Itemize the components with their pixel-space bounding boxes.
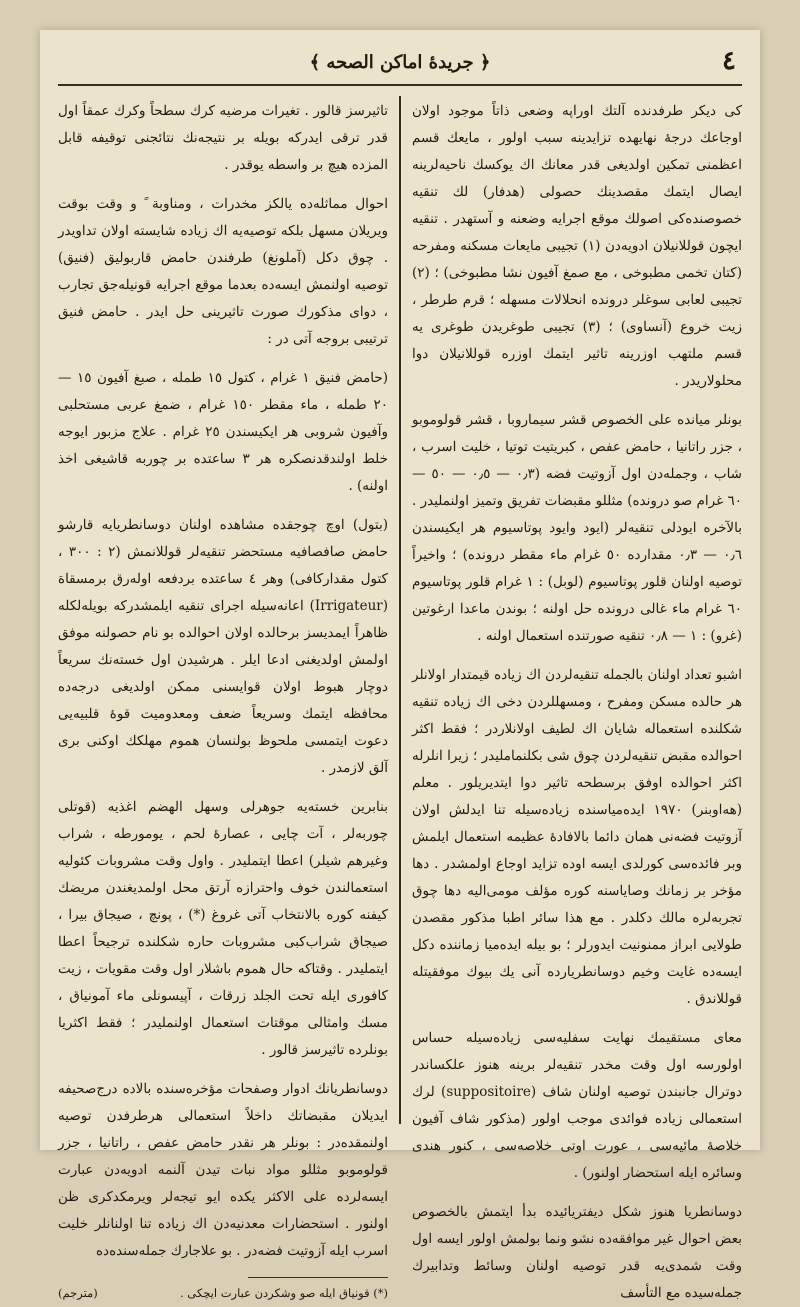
paragraph: دوسانطريانك ادوار وصفحات مؤخره‌سنده بالاده درج‌صحيفه ايديلان مقبضاتك داخلاً استعمالى هرطرفدن توصيه اولنمقده‌در : بونلر هر نقدر حامض عفص ، راتانيا ، جزر قولوموبو مثللو مواد نبات تيدن آلنمه ادويه‌دن عبارت ايسه‌لرده على الاكثر يكده ايو تيجه‌لر ويرمكدكرى ظن اولنور . استحضارات معدنيه‌دن اك زياده تنا اولنانلر خليت اسرب ايله آزوتيت فضه‌در . بو علاجارك جمله‌سنده‌ده xyxy=(58,1081,388,1259)
paragraph: بنابرين خسته‌يه جوهرلى وسهل الهضم اغذيه (قوتلى چوربه‌لر ، آت چايى ، عصارهٔ لحم ، يومورطه ، شراب وغيرهم شيلر) اعطا ايتمليدر . واول وقت مشروبات كئوليه استعمالندن خوف واحترازه آرتق محل اولمديغندن مريضك كيفنه كوره بالانتخاب آتى غروغ (*) ، پونچ ، صيجاق بيرا ، صيجاق شراب‌كبى مشروبات حاره شكلنده ترجيحاً اعطا ايتمليدر . وقتاكه حال هموم باشلار اول وقت مقويات ، زيت كافورى ايله تحت الجلد زرقات ، آپيسونلى ماء آمونياق ، مسك وامثالى موقتات استعمال اولنمليدر ؛ فقط اكثريا بونلرده تاثيرسز قالور . xyxy=(58,799,388,1058)
footnote-rule xyxy=(248,1277,388,1278)
footnote xyxy=(58,1284,388,1302)
paragraph: معاى مستقيمك نهايت سفليه‌سى زياده‌سيله حساس اولورسه اول وقت مخدر تنقيه‌لر برينه هنوز علكساندر دوترال جانبندن توصيه اولنان شاف (suppositoire) لرك استعمالى زياده فوائدى موجب اولور (مذكور شاف آفيون خلاصهٔ مائيه‌سى ، عورت اوتى خلاصه‌سى ، كنور هندى وسائره ايله استحضار اولنور) . xyxy=(412,1030,742,1181)
paragraph: احوال مماثله‌ده يالكز مخدرات ، ومناوبة ً و وقت بوقت ويريلان مسهل بلكه توصيه‌يه اك زياده شايسته اولان تداويدر . چوق دكل (آملونغ) طرفندن حامض قاربوليق (فنيق) توصيه اولنمش ايسه‌ده بعدما موقع اجرايه قونيله‌جق تجارب ، دواى مذكورك صورت تاثيرينى حل ايدر . حامض فنيق ترتيبى بروجه آتى در : xyxy=(58,196,388,347)
paragraph: (حامض فنيق ١ غرام ، كتول ١٥ طمله ، صبغ آفيون ١٥ — ٢٠ طمله ، ماء مقطر ١٥٠ غرام ، ضمغ عربى مستحلبى وآفيون شروبى هر ايكيسندن ٢٥ غرام . علاج مزبور ايوجه خلط اولندقدنصكره هر ٣ ساعتده بر چوربه قاشيغى اخذ اولنه) . xyxy=(58,370,388,494)
right-column xyxy=(412,96,743,1301)
text-columns xyxy=(58,96,743,1301)
paragraph: دوسانطريا هنوز شكل ديفتريائيده بدأ ايتمش بالخصوص بعض احوال غير موافقه‌ده نشو ونما بولمش اولور ايسه اول وقت شمدى‌يه قدر توصيه اولنان وسائط وتدابيرك جمله‌سيده مع التأسف xyxy=(412,1204,742,1301)
paragraph: تاثيرسز قالور . تغيرات مرضيه كرك سطحاً وكرك عمقاً اول قدر ترقى ايدركه بويله بر نتيجه‌نك نتائجنى توقيفه قابل المزده هيچ بر واسطه يوقدر . xyxy=(58,103,388,173)
paragraph: كى ديكر طرفدنده آلتك اوراپه وضعى ذاتاً موجود اولان اوجاعك درجهٔ نهايهده تزايدينه سبب اولور ، مايعك قسم اعظمنى تمكين اولديغى قدر معانك اك يوكسك ناحيه‌لرينه ايصال ايتمك مقصدينك حصولى (هدفار) لك تنقيه خصوصنده‌كى اصولك موقع اجرايه وضعنه و آستهدر . تنقيه ايچون قوللانيلان ادويه‌دن (١) تجيبى مايعات مسكنه ومفرحه (كتان تخمى مطبوخى ، مع صمغ آفيون نشا مطبوخى) ؛ (٢) تجيبى لعابى سوغلر درونده انحلالات مسهله ؛ قرم طرطر ، زيت خروع (آنساوى) ؛ (٣) تجيبى طوغريدن طوغرى يه قسم ملتهب اوزرينه تاثير ايتمك اوزره قوللانيلان دوا محلولاريدر . xyxy=(412,103,742,389)
paragraph: بونلر ميانده على الخصوص قشر سيماروبا ، قشر قولوموبو ، جزر راتانيا ، حامض عفص ، كبريتيت توتيا ، خليت اسرب ، شاب ، وجمله‌دن اول آزوتيت فضه (٠٫٣ — ٠٫٥ — ٥٠ — ٦٠ غرام صو درونده) مثللو مقبضات تفريق وتميز اولنمليدر . بالآخره ايودلى تنقيه‌لر (ايود وايود پوتاسيوم هر ايكيسندن ٠٫٦ — ٠٫٣ مقدارده ٥٠ غرام ماء مقطر درونده) ؛ واخيراً توصيه اولنان قلور پوتاسيوم (لوبل) : ١ غرام قلور پوتاسيوم ٦٠ غرام ماء غالى درونده حل اولنه ؛ بوندن ماعدا ارغوتين (غرو) : ١ — ٠٫٨ تنقيه صورتنده استعمال اولنه . xyxy=(412,412,743,644)
running-title: ﴿ جريدهٔ اماكن الصحه ﴾ xyxy=(309,52,491,73)
page-header xyxy=(58,44,742,86)
page-number: ٤ xyxy=(722,46,736,76)
paragraph: اشبو تعداد اولنان بالجمله تنقيه‌لردن اك زياده قيمتدار اولانلر هر حالده مسكن ومفرح ، ومسهللردن دخى اك زياده تنقيه شكلنده استعماله شايان اك لطيف اولانلاردر ؛ فقط اكثر احوالده مقبض تنقيه‌لردن چوق شى بكلنمامليدر ؛ زيرا انلرله اكثر احوالده اوفق برسطحه تاثير دوا ايتديريلور . معلم (هه‌اوبنر) ١٩٧٠ ايده‌مياسنده زياده‌سيله تنا ايدلش اولان آزوتيت فضه‌نى همان دائما بالافادهٔ عظيمه استعمال ايلمش وبر فائده‌سى كورلدى ايسه اوده تزايد اوجاع اولمشدر . دها مؤخر بر زمانك وصاياسنه كوره مؤلف مومى‌اليه دها چوق تجربه‌لره مالك دكلدر . مع هذا سائر اطبا مذكور مقصدن طولايى ابراز ممنونيت ايدورلر ؛ بو بيله ايده‌ميا زماننده دكل ايسه‌ده غايت وخيم دوسانطريارده آنى يك بيوك موفقيتله قوللاندق . xyxy=(412,667,742,1007)
document-page xyxy=(40,30,760,1301)
footnote-text: (*) قونياق ايله صو وشكردن عبارت ايچكى . xyxy=(180,1286,388,1300)
footnote-credit: (مترجم) xyxy=(58,1286,98,1300)
column-divider xyxy=(399,96,401,1124)
left-column xyxy=(58,96,388,1300)
paragraph: (بتول) اوچ چوجقده مشاهده اولنان دوسانطريايه قارشو حامض صافصافيه مستحضر تنقيه‌لر قوللانمش (٢ : ٣٠٠ ، كتول مقدارکافی) وهر ٤ ساعتده بردفعه اوله‌رق برمسقاة (Irrigateur) اعانه‌سيله اجراى تنقيه ايلمشدركه بويله‌لكله ظاهراً ايمديسز برحالده اولان احوالده بو نام حصولنه موفق اولمش اولديغنى ادعا ايلر . هرشيدن اول خسته‌نك سريعاً دوچار هبوط اولان قوايسنى ممكن اولديغى درجه‌ده محافظه ايتمك وسريعاً ضعف ومعدوميت قوهٔ قلبيه‌يى دعوت ايتمسى ملحوظ بولنسان هموم مهلكك اوكنى برى آلق لازمدر . xyxy=(58,517,388,776)
